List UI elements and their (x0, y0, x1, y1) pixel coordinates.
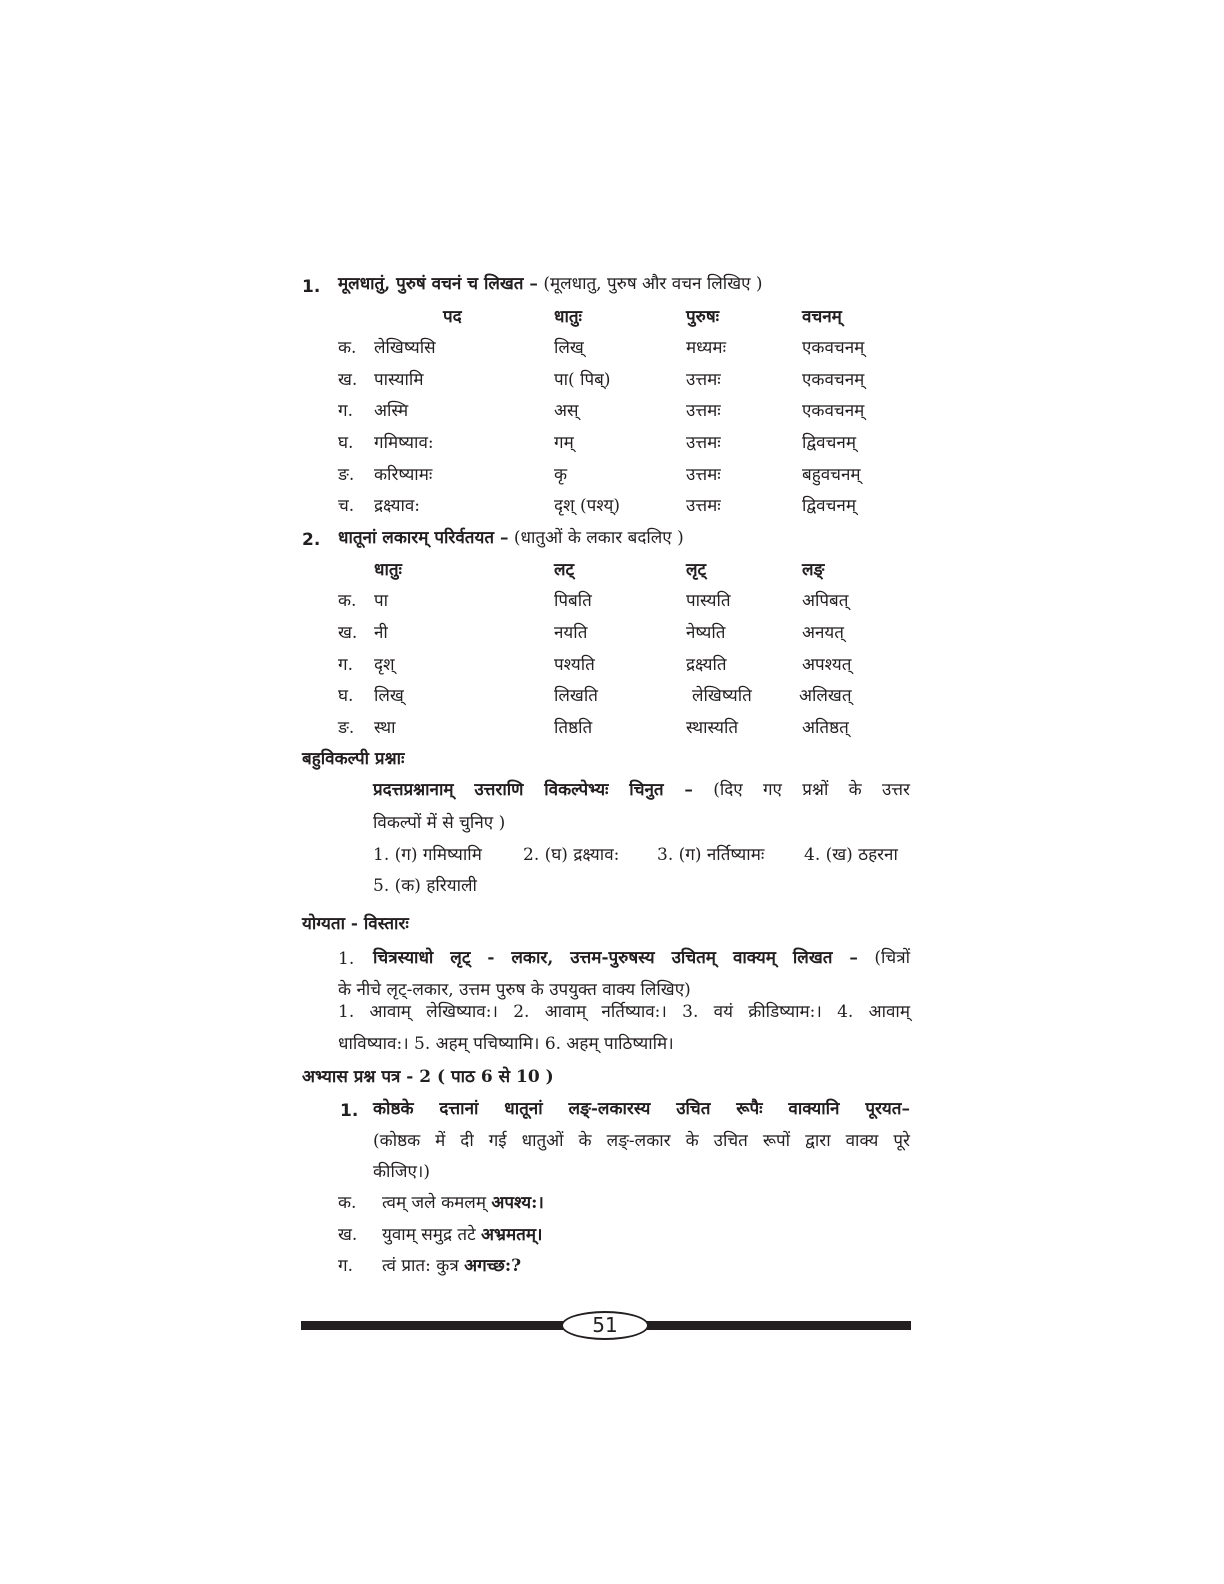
q1-title: मूलधातुं, पुरुषं वचनं च लिखत – (338, 274, 538, 294)
item-sentence (382, 1255, 521, 1277)
vachana-cell: एकवचनम् (802, 370, 865, 390)
item-text: त्वम् जले कमलम् (382, 1193, 486, 1213)
q2-title: धातूनां लकारम् परिर्वतयत – (338, 528, 509, 548)
lrt-cell: द्रक्ष्यति (686, 655, 727, 675)
row-label: ग. (338, 655, 353, 675)
q1-header-dhatu: धातुः (554, 307, 582, 327)
abhyas-q-sub-line2: कीजिए।) (373, 1162, 430, 1182)
item-sentence (382, 1224, 542, 1246)
q2-header-dhatu: धातुः (374, 560, 402, 580)
dhatu-cell: दृश् (374, 655, 395, 675)
pada-cell: करिष्यामः (374, 465, 433, 485)
mcq-instruction (373, 775, 910, 806)
vachana-cell: एकवचनम् (802, 401, 865, 421)
lrt-cell: स्थास्यति (686, 718, 739, 738)
row-label: ख. (338, 370, 358, 390)
item-answer: अपश्य:। (491, 1193, 544, 1213)
row-label: ङ. (338, 718, 355, 738)
item-text: युवाम् समुद्र तटे (382, 1225, 476, 1245)
yogyata-answer-line2: धाविष्याव:। 5. अहम् पचिष्यामि। 6. अहम् पाठिष्यामि। (338, 1034, 674, 1054)
lat-cell: पिबति (554, 591, 592, 611)
lrt-cell: नेष्यति (686, 623, 726, 643)
yogyata-number: 1. (338, 949, 355, 969)
mcq-answer: 5. (क) हरियाली (373, 876, 477, 896)
mcq-instruction-line2: विकल्पों में से चुनिए ) (373, 813, 506, 833)
purusha-cell: उत्तमः (686, 496, 721, 516)
row-label: ग. (338, 401, 353, 421)
purusha-cell: उत्तमः (686, 401, 721, 421)
purusha-cell: मध्यमः (686, 338, 727, 358)
mcq-answer: 4. (ख) ठहरना (804, 845, 898, 865)
abhyas-q-sub: (कोष्ठक में दी गई धातुओं के लङ्-लकार के उचित रूपों द्वारा वाक्य पूरे (373, 1131, 910, 1151)
q2-heading (338, 527, 684, 549)
lat-cell: पश्यति (554, 655, 595, 675)
dhatu-cell: पा( पिब्) (554, 370, 611, 390)
item-label: क. (338, 1193, 357, 1213)
q1-number: 1. (302, 277, 321, 297)
vachana-cell: एकवचनम् (802, 338, 865, 358)
mcq-heading: बहुविकल्पी प्रश्नाः (302, 749, 405, 769)
q1-heading (338, 273, 763, 295)
item-label: ख. (338, 1225, 358, 1245)
lrt-cell: लेखिष्यति (692, 686, 752, 706)
mcq-answer: 2. (घ) द्रक्ष्याव: (523, 845, 620, 865)
page-number: 51 (561, 1311, 649, 1340)
mcq-answer: 1. (ग) गमिष्यामि (373, 845, 482, 865)
lang-cell: अपश्यत् (802, 655, 852, 675)
lat-cell: लिखति (554, 686, 598, 706)
q2-header-lang: लङ् (802, 560, 825, 580)
pada-cell: द्रक्ष्याव: (374, 496, 421, 516)
yogyata-title-normal: (चित्रों (874, 948, 910, 968)
dhatu-cell: नी (374, 623, 388, 643)
abhyas-heading: अभ्यास प्रश्न पत्र - 2 ( पाठ 6 से 10 ) (302, 1067, 554, 1087)
q2-subtitle: (धातुओं के लकार बदलिए ) (513, 528, 684, 548)
vachana-cell: द्विवचनम् (802, 433, 857, 453)
q1-subtitle: (मूलधातु, पुरुष और वचन लिखिए ) (543, 274, 763, 294)
lang-cell: अतिष्ठत् (802, 718, 849, 738)
item-answer: अभ्रमतम्। (481, 1225, 543, 1245)
dhatu-cell: गम् (554, 433, 574, 453)
q2-header-lrt: लृट् (686, 560, 707, 580)
yogyata-answer-line1: 1. आवाम् लेखिष्याव:। 2. आवाम् नर्तिष्याव:। 3. वयं क्रीडिष्याम:। 4. आवाम् (338, 1002, 910, 1022)
yogyata-title-line2: के नीचे लृट्-लकार, उत्तम पुरुष के उपयुक्त वाक्य लिखिए) (338, 980, 691, 1000)
dhatu-cell: कृ (554, 465, 568, 485)
row-label: क. (338, 338, 357, 358)
q2-header-lat: लट् (554, 560, 575, 580)
q1-header-pada: पद (443, 307, 462, 327)
mcq-instruction-bold: प्रदत्तप्रश्नानाम् उत्तराणि विकल्पेभ्यः चिनुत – (373, 780, 693, 800)
pada-cell: लेखिष्यसि (374, 338, 436, 358)
mcq-instruction-normal: (दिए गए प्रश्नों के उत्तर (713, 780, 911, 800)
item-label: ग. (338, 1256, 353, 1276)
purusha-cell: उत्तमः (686, 465, 721, 485)
mcq-answer: 3. (ग) नर्तिष्यामः (657, 845, 765, 865)
q1-header-purusha: पुरुषः (686, 307, 720, 327)
abhyas-q-number: 1. (340, 1101, 359, 1121)
row-label: घ. (338, 433, 354, 453)
vachana-cell: बहुवचनम् (802, 465, 861, 485)
dhatu-cell: अस् (554, 401, 579, 421)
row-label: ङ. (338, 465, 355, 485)
pada-cell: पास्यामि (374, 370, 424, 390)
lrt-cell: पास्यति (686, 591, 731, 611)
yogyata-title-bold: चित्रस्याधो लृट् - लकार, उत्तम-पुरुषस्य उचितम् वाक्यम् लिखत – (373, 948, 858, 968)
item-answer: अगच्छ:? (464, 1256, 522, 1276)
item-sentence (382, 1192, 544, 1214)
row-label: घ. (338, 686, 354, 706)
dhatu-cell: लिख् (374, 686, 404, 706)
dhatu-cell: पा (374, 591, 389, 611)
dhatu-cell: लिख् (554, 338, 584, 358)
purusha-cell: उत्तमः (686, 433, 721, 453)
q1-header-vachana: वचनम् (802, 307, 842, 327)
vachana-cell: द्विवचनम् (802, 496, 857, 516)
row-label: च. (338, 496, 355, 516)
purusha-cell: उत्तमः (686, 370, 721, 390)
pada-cell: अस्मि (374, 401, 409, 421)
item-text: त्वं प्रात: कुत्र (382, 1256, 459, 1276)
lat-cell: नयति (554, 623, 588, 643)
yogyata-heading: योग्यता - विस्तारः (302, 914, 409, 934)
dhatu-cell: दृश् (पश्य्) (554, 496, 620, 516)
dhatu-cell: स्था (374, 718, 396, 738)
yogyata-title (373, 943, 910, 974)
pada-cell: गमिष्याव: (374, 433, 434, 453)
row-label: ख. (338, 623, 358, 643)
lang-cell: अलिखत् (799, 686, 852, 706)
lat-cell: तिष्ठति (554, 718, 593, 738)
q2-number: 2. (302, 530, 321, 550)
row-label: क. (338, 591, 357, 611)
lang-cell: अनयत् (802, 623, 844, 643)
abhyas-q-title: कोष्ठके दत्तानां धातूनां लङ्-लकारस्य उचित रूपैः वाक्यानि पूरयत– (373, 1099, 910, 1119)
lang-cell: अपिबत् (802, 591, 849, 611)
